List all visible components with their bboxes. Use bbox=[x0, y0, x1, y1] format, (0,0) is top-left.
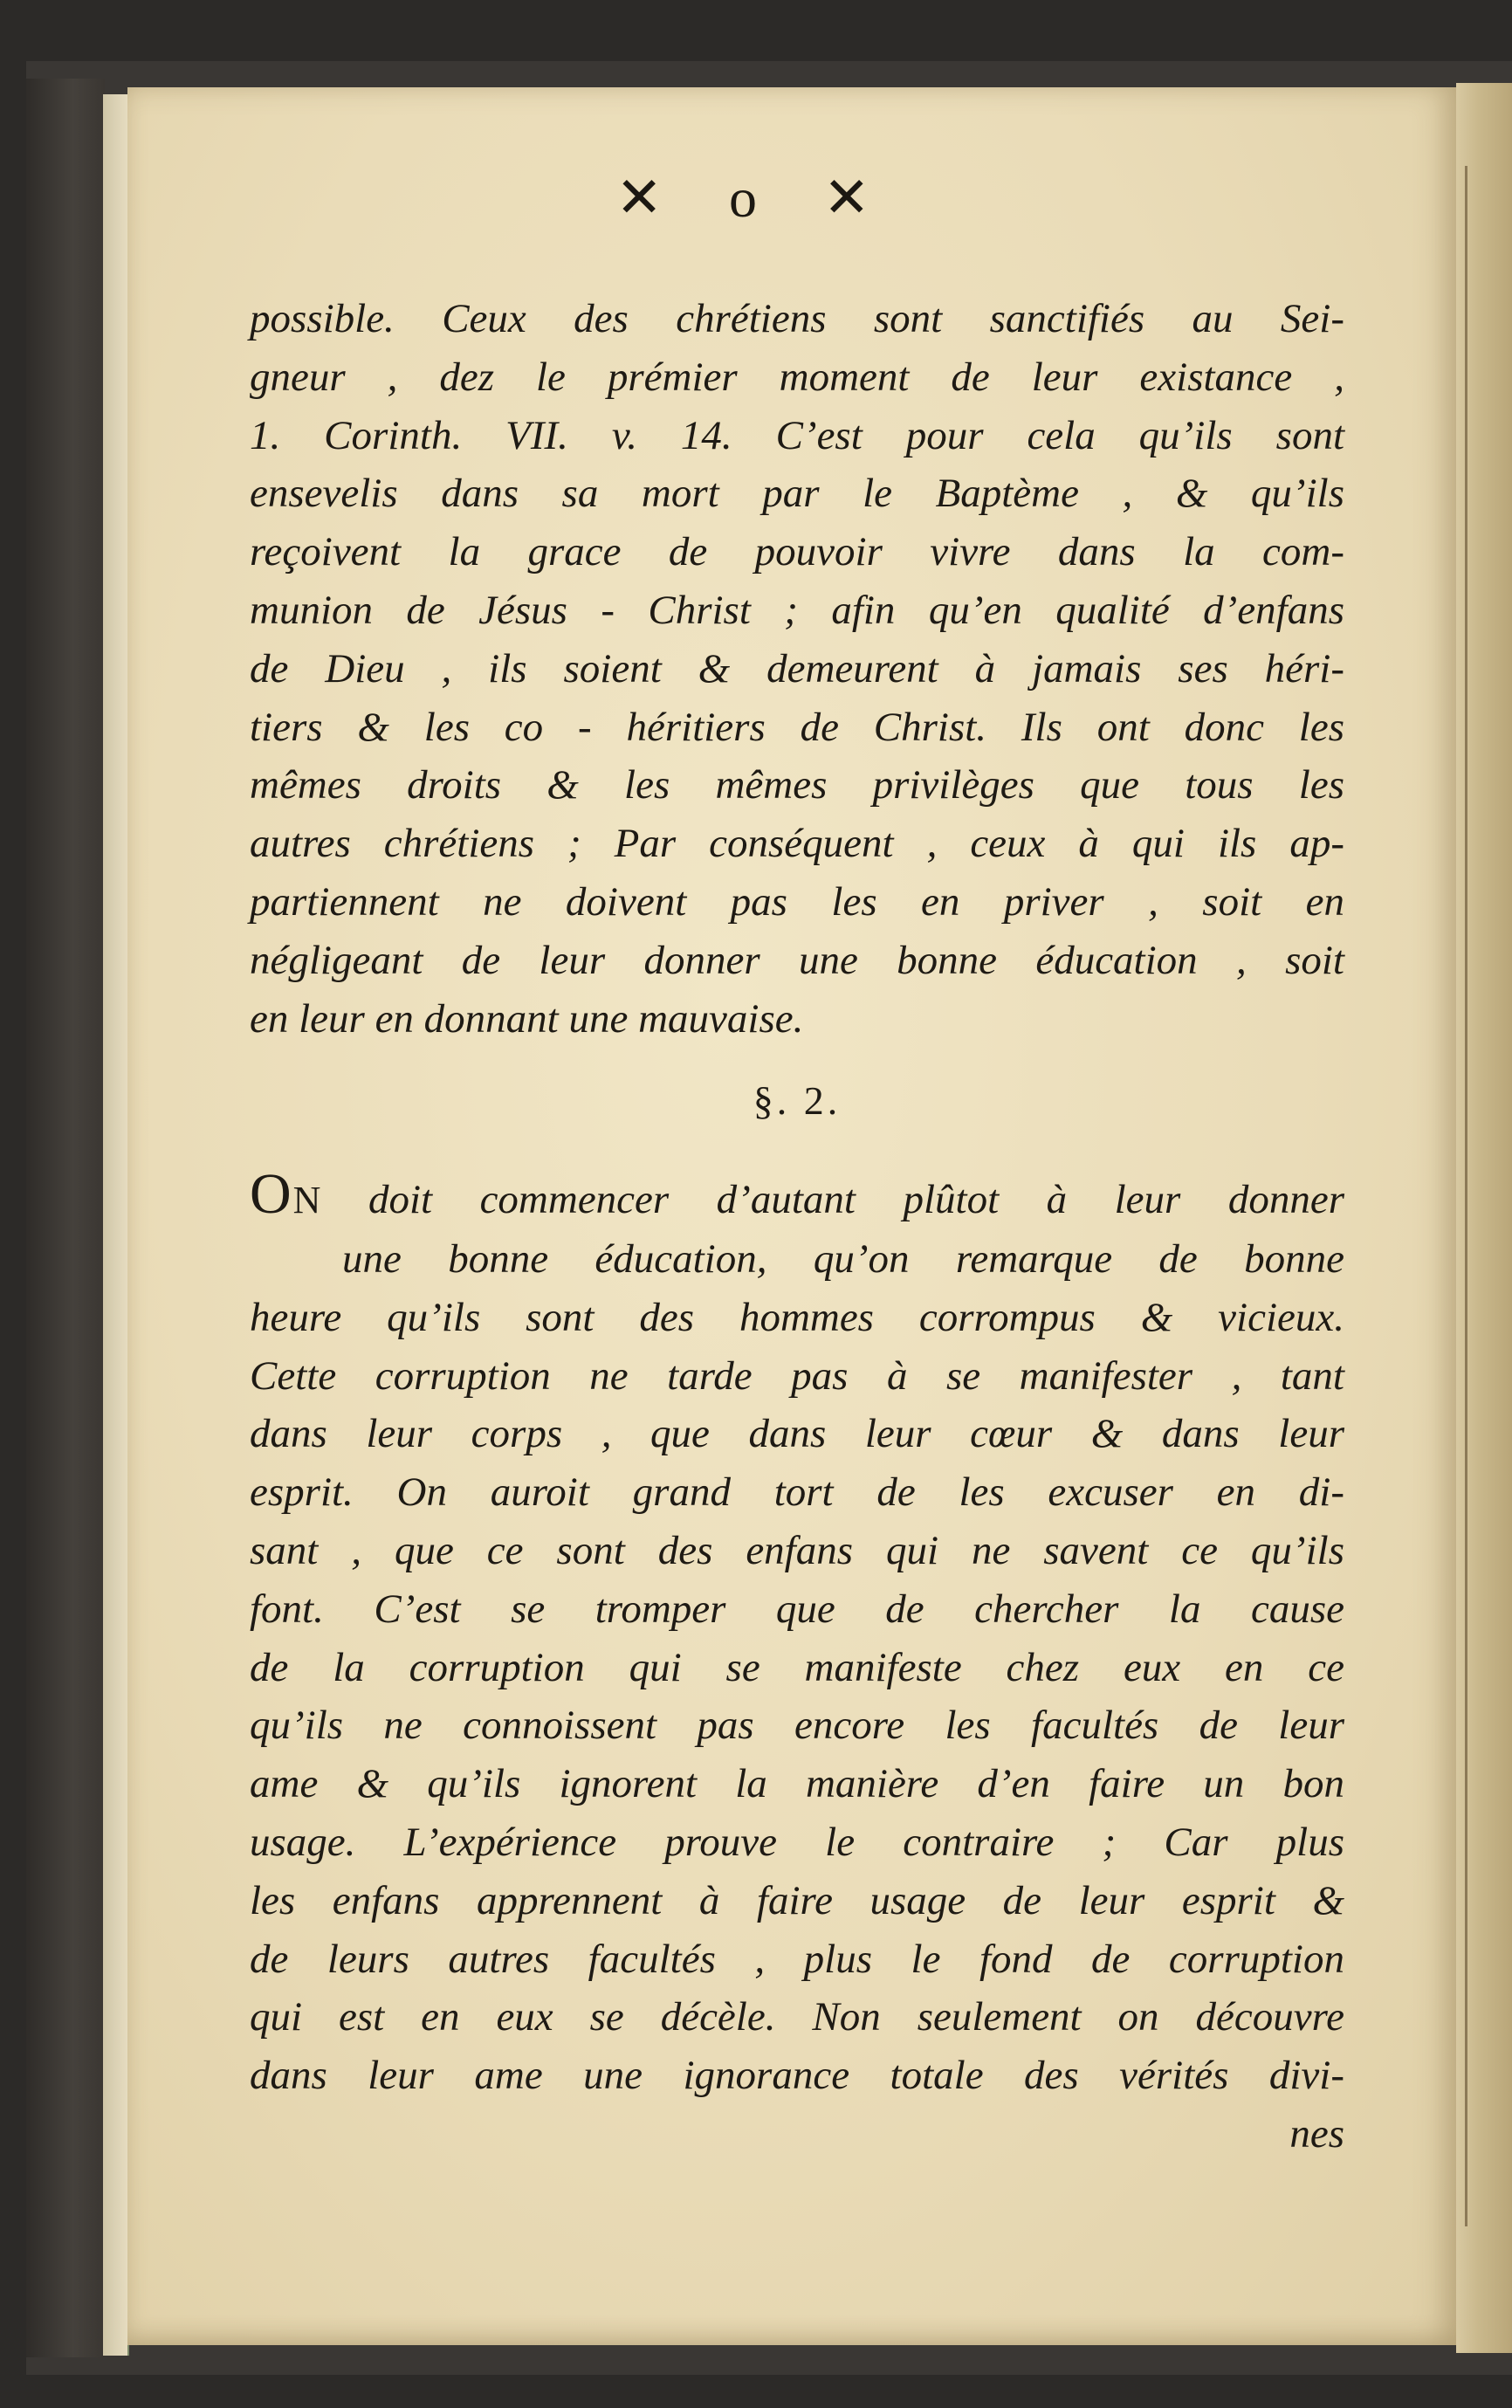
text-line: heure qu’ils sont des hommes corrompus & vicieux. bbox=[250, 1294, 1344, 1340]
text-line: qui est en eux se décèle. Non seulement on découvre bbox=[250, 1994, 1344, 2040]
section-heading: §. 2. bbox=[753, 1078, 842, 1124]
drop-cap-rest: N bbox=[292, 1179, 321, 1222]
text-line: font. C’est se tromper que de chercher la cause bbox=[250, 1586, 1344, 1632]
text-line: 1. Corinth. VII. v. 14. C’est pour cela qu’ils sont bbox=[250, 412, 1344, 458]
text-line: de leurs autres facultés , plus le fond de corruption bbox=[250, 1936, 1344, 1982]
text-line: qu’ils ne connoissent pas encore les facultés de leur bbox=[250, 1703, 1344, 1749]
text-line: de Dieu , ils soient & demeurent à jamais ses héri- bbox=[250, 645, 1344, 691]
text-line: de la corruption qui se manifeste chez eux en ce bbox=[250, 1644, 1344, 1690]
text-line: une bonne éducation, qu’on remarque de bonne bbox=[342, 1235, 1344, 1282]
text-line: gneur , dez le prémier moment de leur existance , bbox=[250, 354, 1344, 400]
text-line: partiennent ne doivent pas les en priver , soit en bbox=[250, 878, 1344, 925]
page-fold-line bbox=[1465, 166, 1467, 2226]
text-line: reçoivent la grace de pouvoir vivre dans la com- bbox=[250, 529, 1344, 575]
text-line-first bbox=[250, 1162, 1344, 1230]
paragraph-1 bbox=[250, 290, 1344, 1048]
book-spine bbox=[26, 79, 105, 2357]
text-line: en leur en donnant une mauvaise. bbox=[250, 995, 804, 1042]
text-line: munion de Jésus - Christ ; afin qu’en qualité d’enfans bbox=[250, 587, 1344, 633]
drop-cap: O bbox=[250, 1162, 293, 1227]
page-gutter bbox=[103, 94, 129, 2356]
first-line-text: doit commencer d’autant plûtot à leur donner bbox=[368, 1177, 1344, 1223]
text-line: tiers & les co - héritiers de Christ. Ils ont donc les bbox=[250, 704, 1344, 750]
text-line: négligeant de leur donner une bonne éducation , soit bbox=[250, 937, 1344, 983]
text-line: autres chrétiens ; Par conséquent , ceux à qui ils ap- bbox=[250, 821, 1344, 867]
text-line: possible. Ceux des chrétiens sont sanctifiés au Sei- bbox=[250, 296, 1344, 341]
text-line: esprit. On auroit grand tort de les excuser en di- bbox=[250, 1469, 1344, 1516]
text-line: ame & qu’ils ignorent la manière d’en faire un bon bbox=[250, 1761, 1344, 1807]
text-line: dans leur corps , que dans leur cœur & dans leur bbox=[250, 1411, 1344, 1457]
page-text bbox=[250, 290, 1344, 2164]
catchword: nes bbox=[1289, 2110, 1344, 2157]
text-line: Cette corruption ne tarde pas à se manifester , tant bbox=[250, 1352, 1344, 1399]
text-line: ensevelis dans sa mort par le Baptème , & qu’ils bbox=[250, 471, 1344, 517]
text-line: les enfans apprennent à faire usage de leur esprit & bbox=[250, 1877, 1344, 1923]
text-line: usage. L’expérience prouve le contraire ; Car plus bbox=[250, 1819, 1344, 1865]
page-ornament-header: ✕ o ✕ bbox=[615, 167, 897, 229]
paragraph-2 bbox=[250, 1162, 1344, 2164]
text-line: dans leur ame une ignorance totale des vérités divi- bbox=[250, 2053, 1344, 2099]
text-line: sant , que ce sont des enfans qui ne savent ce qu’ils bbox=[250, 1527, 1344, 1573]
text-line: mêmes droits & les mêmes privilèges que tous les bbox=[250, 762, 1344, 808]
